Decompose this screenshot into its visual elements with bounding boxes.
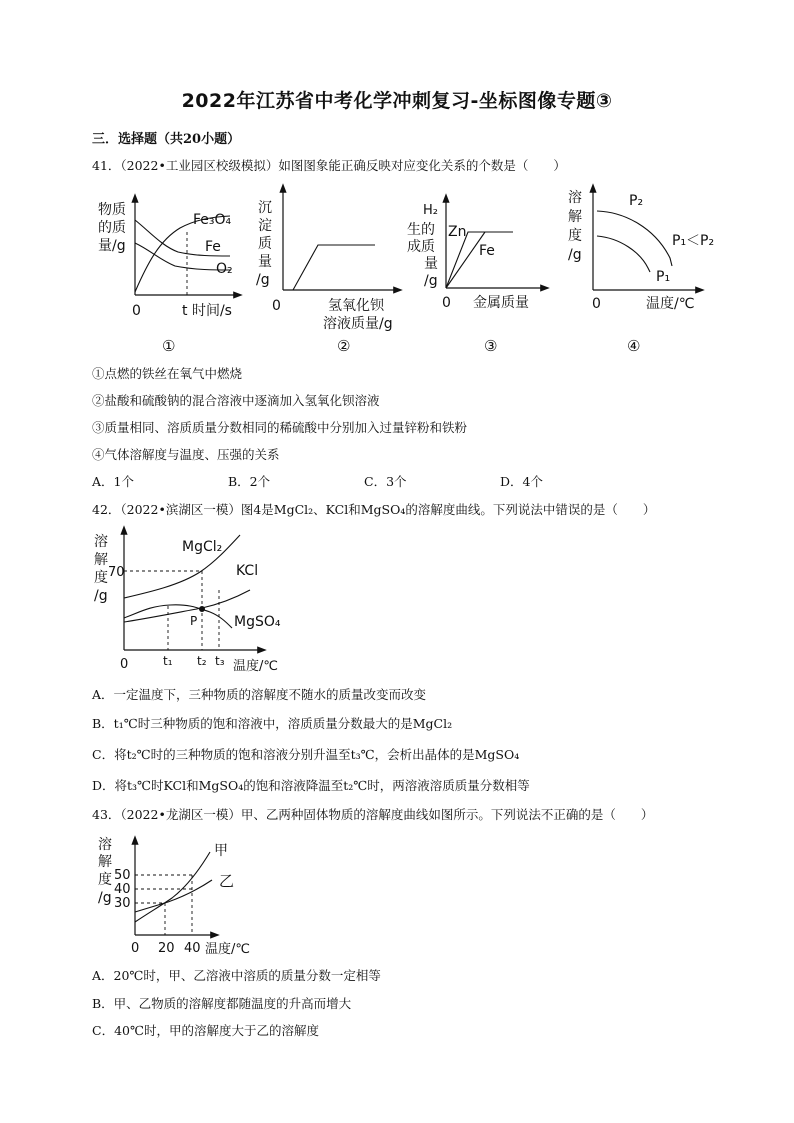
fig42-xtick-t1: t₁	[163, 654, 173, 668]
fig43-xtick-20: 20	[158, 941, 175, 956]
fig43-series-jia: 甲	[214, 843, 228, 859]
fig43-ylabel-1: 溶	[98, 837, 112, 853]
q41-statement-3: ③质量相同、溶质质量分数相同的稀硫酸中分别加入过量锌粉和铁粉	[92, 420, 468, 435]
fig4-curve-p2	[597, 211, 672, 266]
fig43-ytick-50: 50	[114, 868, 131, 883]
q42-option-c[interactable]: C．将t₂℃时的三种物质的饱和溶液分别升温至t₃℃，会析出晶体的是MgSO₄	[92, 747, 520, 762]
q43-option-c[interactable]: C．40℃时，甲的溶解度大于乙的溶解度	[92, 1023, 319, 1038]
q42-option-b[interactable]: B．t₁℃时三种物质的饱和溶液中，溶质质量分数最大的是MgCl₂	[92, 716, 453, 731]
q41-stem: 41．（2022•工业园区校级模拟）如图图象能正确反映对应变化关系的个数是（ ）	[92, 158, 566, 173]
fig3-ylabel-5: /g	[424, 273, 438, 289]
fig2-ylabel-2: 淀	[258, 218, 272, 234]
fig1-series-fe: Fe	[205, 239, 221, 255]
fig4-ylabel-2: 解	[568, 209, 582, 225]
page-title: 2022年江苏省中考化学冲刺复习-坐标图像专题③	[181, 90, 613, 112]
fig43-xtick-40: 40	[184, 941, 201, 956]
fig4-ylabel-1: 溶	[568, 190, 582, 206]
fig43-ytick-40: 40	[114, 882, 131, 897]
fig42-ylabel-4: /g	[94, 588, 108, 604]
fig4-curve-p1	[597, 236, 650, 272]
fig42-series-mgcl2: MgCl₂	[182, 539, 223, 555]
fig2-ylabel-5: /g	[256, 272, 270, 288]
fig43-ylabel-4: /g	[98, 890, 112, 906]
q41-statement-2: ②盐酸和硫酸钠的混合溶液中逐滴加入氢氧化钡溶液	[92, 393, 380, 408]
fig4-ylabel-3: 度	[568, 228, 582, 244]
fig2-origin: 0	[272, 298, 281, 314]
fig43-curve-yi	[135, 880, 212, 912]
fig42-curve-mgso4	[124, 605, 232, 628]
q41-figures	[0, 180, 794, 360]
fig1-series-fe3o4: Fe₃O₄	[193, 212, 232, 228]
q43-option-a[interactable]: A．20℃时，甲、乙溶液中溶质的质量分数一定相等	[92, 968, 381, 983]
q42-figure	[80, 525, 300, 677]
fig3-series-zn: Zn	[448, 224, 467, 240]
fig2-ylabel-3: 质	[258, 236, 272, 252]
fig43-ytick-30: 30	[114, 896, 131, 911]
section-heading: 三．选择题（共20小题）	[92, 132, 241, 147]
fig3-series-fe: Fe	[479, 243, 495, 259]
fig43-series-yi: 乙	[219, 872, 235, 890]
fig43-ylabel-3: 度	[98, 872, 112, 888]
fig4-ylabel-4: /g	[568, 247, 582, 263]
q43-option-b[interactable]: B．甲、乙物质的溶解度都随温度的升高而增大	[92, 996, 352, 1011]
fig2-number: ②	[337, 337, 351, 355]
fig2-xlabel-2: 溶液质量/g	[323, 316, 393, 332]
fig4-origin: 0	[592, 296, 601, 312]
q42-option-a[interactable]: A．一定温度下，三种物质的溶解度不随水的质量改变而改变	[92, 687, 427, 702]
fig1-origin: 0	[132, 303, 141, 319]
fig42-xtick-t2: t₂	[197, 654, 207, 668]
fig3-xlabel: 金属质量	[473, 295, 529, 311]
fig41-2	[256, 188, 398, 355]
fig4-series-p1: P₁	[656, 269, 671, 285]
fig2-curve	[293, 245, 375, 290]
fig1-ylabel-3: 量/g	[98, 238, 126, 254]
fig1-xlabel: t 时间/s	[182, 303, 232, 319]
fig42-xlabel: 温度/℃	[233, 659, 278, 674]
q41-option-d[interactable]: D．4个	[500, 474, 543, 489]
fig3-origin: 0	[442, 295, 451, 311]
fig43-origin: 0	[131, 941, 140, 956]
fig42-series-kcl: KCl	[236, 563, 259, 579]
q43-figure	[90, 832, 270, 960]
fig42-ytick-70: 70	[108, 565, 125, 580]
fig2-ylabel-4: 量	[258, 254, 272, 270]
fig1-number: ①	[162, 337, 176, 355]
q41-option-a[interactable]: A．1个	[92, 474, 134, 489]
q42-option-d[interactable]: D．将t₃℃时KCl和MgSO₄的饱和溶液降温至t₂℃时，两溶液溶质质量分数相等	[92, 778, 530, 793]
fig4-number: ④	[627, 337, 641, 355]
fig43-ylabel-2: 解	[98, 854, 112, 870]
fig3-ylabel-4: 量	[424, 256, 438, 272]
fig3-ylabel-2: 生的	[407, 222, 435, 238]
fig1-ylabel-1: 物质	[98, 202, 126, 218]
fig42-ylabel-3: 度	[94, 570, 108, 586]
fig42-ylabel-1: 溶	[94, 534, 108, 550]
fig3-curve-fe	[446, 232, 485, 288]
fig42-origin: 0	[120, 657, 129, 672]
fig1-ylabel-2: 的质	[98, 220, 126, 236]
fig2-ylabel-1: 沉	[258, 200, 272, 216]
fig42-ylabel-2: 解	[94, 552, 108, 568]
fig41-3	[407, 198, 545, 355]
fig42-point-p	[199, 606, 205, 612]
fig42-series-mgso4: MgSO₄	[234, 614, 281, 630]
q41-statement-1: ①点燃的铁丝在氧气中燃烧	[92, 366, 243, 381]
q42-stem: 42．（2022•滨湖区一模）图4是MgCl₂、KCl和MgSO₄的溶解度曲线。下列说法中错误的是（ ）	[92, 502, 656, 517]
fig43-curve-jia	[135, 852, 210, 922]
fig2-xlabel-1: 氢氧化钡	[328, 298, 384, 314]
fig3-ylabel-3: 成质	[407, 239, 435, 255]
fig42-point-label: P	[190, 614, 198, 628]
fig42-xtick-t3: t₃	[215, 654, 225, 668]
q41-statement-4: ④气体溶解度与温度、压强的关系	[92, 447, 280, 462]
q41-option-c[interactable]: C．3个	[364, 474, 407, 489]
fig41-1	[98, 198, 238, 355]
fig43-xlabel: 温度/℃	[205, 942, 250, 957]
q43-stem: 43．（2022•龙湖区一模）甲、乙两种固体物质的溶解度曲线如图所示。下列说法不正确的是（ ）	[92, 807, 654, 822]
fig4-relation: P₁＜P₂	[672, 233, 715, 249]
fig4-xlabel: 温度/℃	[646, 296, 695, 312]
fig1-series-o2: O₂	[216, 261, 233, 277]
fig41-4	[568, 188, 714, 355]
fig3-number: ③	[484, 337, 498, 355]
fig3-ylabel-1: H₂	[423, 203, 438, 218]
q41-option-b[interactable]: B．2个	[228, 474, 271, 489]
fig4-series-p2: P₂	[629, 193, 644, 209]
